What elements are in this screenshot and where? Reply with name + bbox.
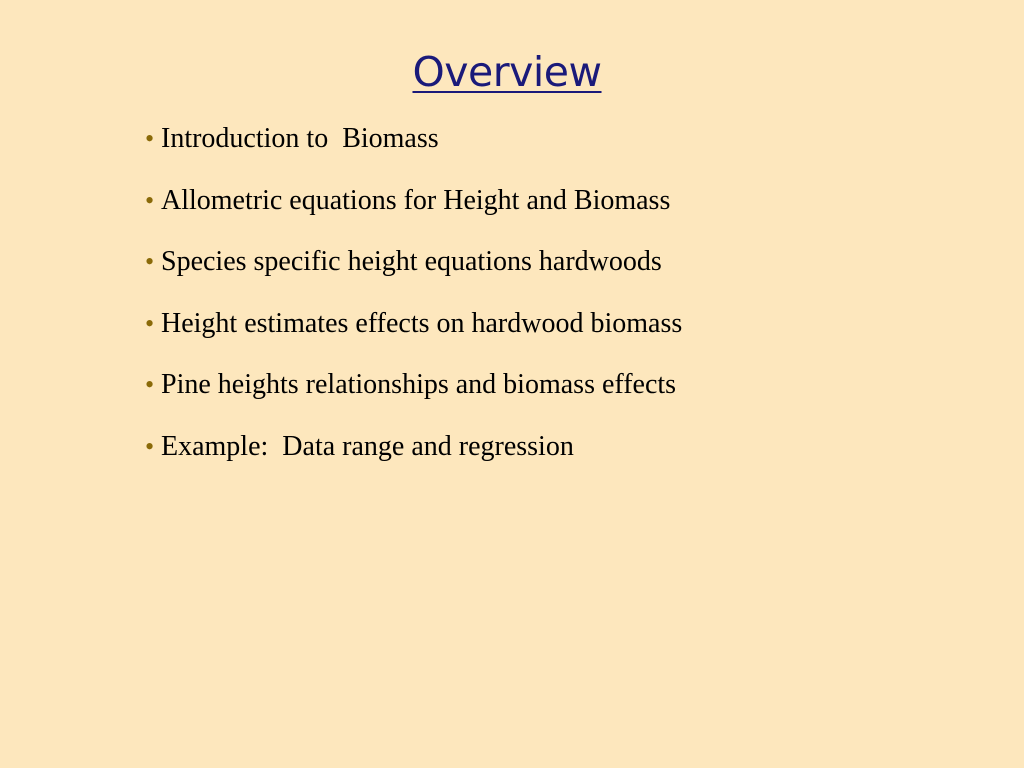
- bullet-item: [145, 425, 682, 487]
- bullet-text: Pine heights relationships and biomass effects: [161, 369, 677, 400]
- bullet-list: [145, 117, 682, 486]
- slide-title: Overview: [412, 48, 602, 96]
- bullet-item: [145, 363, 682, 425]
- bullet-icon: •: [145, 431, 155, 461]
- bullet-item: [145, 302, 682, 364]
- bullet-icon: •: [145, 370, 155, 399]
- bullet-text: Height estimates effects on hardwood biomass: [161, 307, 683, 339]
- bullet-item: [145, 179, 682, 241]
- bullet-text: Introduction to Biomass: [161, 123, 439, 154]
- bullet-item: [145, 240, 682, 302]
- bullet-icon: •: [145, 247, 155, 276]
- bullet-item: [145, 117, 682, 179]
- bullet-icon: •: [145, 308, 155, 338]
- bullet-text: Species specific height equations hardwoods: [161, 246, 662, 277]
- bullet-text: Allometric equations for Height and Biomass: [161, 184, 671, 216]
- bullet-text: Example: Data range and regression: [161, 430, 574, 462]
- bullet-icon: •: [145, 124, 155, 153]
- bullet-icon: •: [145, 185, 155, 215]
